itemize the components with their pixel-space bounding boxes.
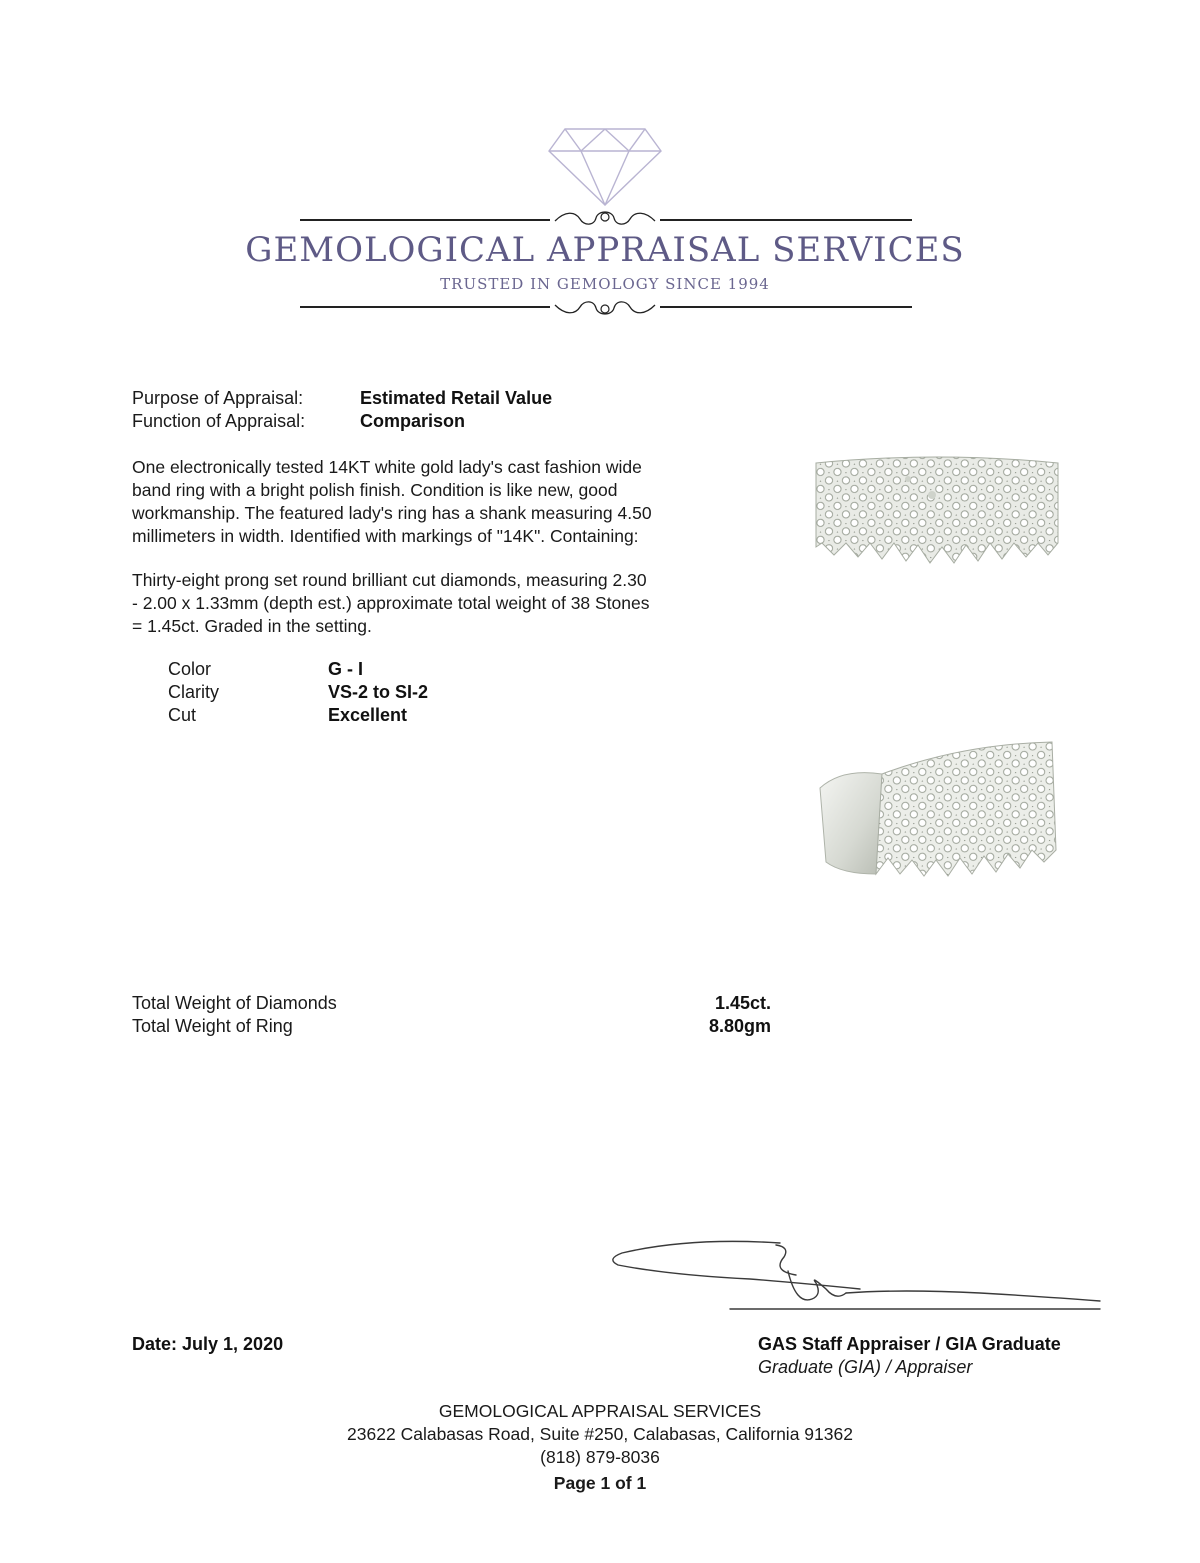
- logo-rule-top-left: [300, 219, 550, 221]
- page-number: Page 1 of 1: [553, 1473, 647, 1493]
- grade-value-clarity: VS-2 to SI-2: [328, 682, 429, 702]
- diamond-icon: [545, 125, 665, 207]
- ring-photo-side: [812, 738, 1064, 888]
- stones-line: - 2.00 x 1.33mm (depth est.) approximate total weight of 38 Stones: [132, 593, 650, 613]
- function-value: Comparison: [360, 411, 466, 431]
- grade-value-cut: Excellent: [328, 705, 408, 725]
- description-line: workmanship. The featured lady's ring has a shank measuring 4.50: [132, 503, 652, 523]
- stones-line: Thirty-eight prong set round brilliant cut diamonds, measuring 2.30: [132, 570, 647, 590]
- grade-label-cut: Cut: [168, 705, 197, 725]
- description-line: One electronically tested 14KT white gold lady's cast fashion wide: [132, 457, 642, 477]
- logo-rule-bottom-right: [660, 306, 912, 308]
- company-tagline: TRUSTED IN GEMOLOGY SINCE 1994: [440, 275, 770, 293]
- purpose-value: Estimated Retail Value: [360, 388, 553, 408]
- total-ring-label: Total Weight of Ring: [132, 1016, 293, 1036]
- appraiser-title: GAS Staff Appraiser / GIA Graduate: [758, 1334, 1061, 1354]
- swirl-ornament-bottom: [550, 296, 660, 316]
- logo-rule-bottom-left: [300, 306, 550, 308]
- total-diamonds-label: Total Weight of Diamonds: [132, 993, 337, 1013]
- swirl-ornament-top: [550, 209, 660, 229]
- footer-company: GEMOLOGICAL APPRAISAL SERVICES: [438, 1401, 762, 1421]
- grade-label-clarity: Clarity: [168, 682, 220, 702]
- appraiser-signature: [600, 1235, 1110, 1325]
- appraisal-date: Date: July 1, 2020: [132, 1334, 284, 1354]
- description-line: millimeters in width. Identified with markings of "14K". Containing:: [132, 526, 639, 546]
- grade-label-color: Color: [168, 659, 212, 679]
- ring-photo-front: [812, 455, 1062, 575]
- footer-phone: (818) 879-8036: [540, 1447, 660, 1467]
- purpose-label: Purpose of Appraisal:: [132, 388, 304, 408]
- appraiser-subtitle: Graduate (GIA) / Appraiser: [758, 1357, 973, 1377]
- company-logo-title: GEMOLOGICAL APPRAISAL SERVICES: [245, 230, 965, 270]
- function-label: Function of Appraisal:: [132, 411, 306, 431]
- item-description: [132, 456, 732, 548]
- logo-rule-top-right: [660, 219, 912, 221]
- description-line: band ring with a bright polish finish. Condition is like new, good: [132, 480, 618, 500]
- footer-address: 23622 Calabasas Road, Suite #250, Calabasas, California 91362: [347, 1424, 853, 1444]
- stones-line: = 1.45ct. Graded in the setting.: [132, 616, 372, 636]
- grade-value-color: G - I: [328, 659, 363, 679]
- total-diamonds-value: 1.45ct.: [715, 993, 772, 1013]
- stone-description: [132, 569, 732, 638]
- total-ring-value: 8.80gm: [709, 1016, 772, 1036]
